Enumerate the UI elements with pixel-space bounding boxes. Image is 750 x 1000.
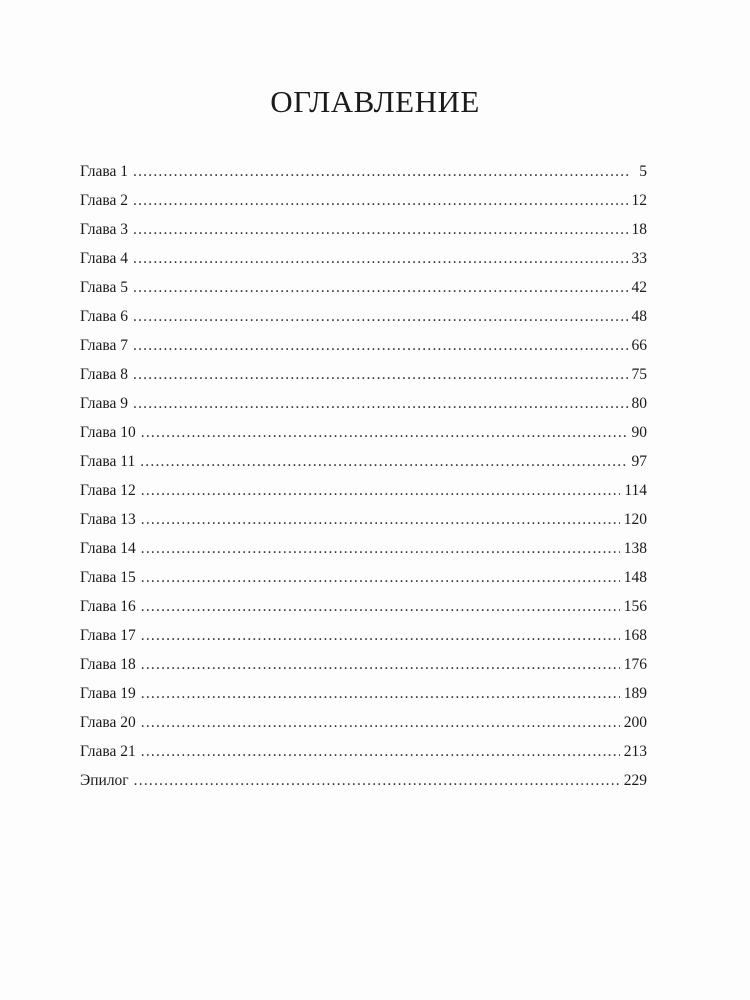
toc-entry-page-number: 138 xyxy=(623,540,647,557)
toc-dot-leader xyxy=(133,308,627,326)
toc-dot-leader xyxy=(134,772,620,790)
toc-dot-leader xyxy=(141,540,620,558)
toc-dot-leader xyxy=(141,743,620,761)
toc-dot-leader xyxy=(133,395,627,413)
toc-entry xyxy=(80,279,647,308)
toc-entry-label: Эпилог xyxy=(80,772,129,789)
toc-entry xyxy=(80,656,647,685)
toc-entry-page-number: 18 xyxy=(631,221,647,238)
toc-entry xyxy=(80,221,647,250)
toc-dot-leader xyxy=(133,366,627,384)
toc-entry-label: Глава 16 xyxy=(80,598,136,615)
toc-entry-page-number: 200 xyxy=(623,714,647,731)
toc-entry-page-number: 156 xyxy=(623,598,647,615)
toc-entry xyxy=(80,366,647,395)
toc-entry-label: Глава 15 xyxy=(80,569,136,586)
toc-entry xyxy=(80,308,647,337)
toc-entry-label: Глава 19 xyxy=(80,685,136,702)
toc-entry-page-number: 80 xyxy=(631,395,647,412)
toc-entry-label: Глава 18 xyxy=(80,656,136,673)
toc-dot-leader xyxy=(133,250,627,268)
toc-entry xyxy=(80,511,647,540)
toc-entry-page-number: 229 xyxy=(623,772,647,789)
toc-dot-leader xyxy=(141,598,620,616)
toc-entry-page-number: 148 xyxy=(623,569,647,586)
toc-dot-leader xyxy=(133,279,627,297)
toc-dot-leader xyxy=(141,627,620,645)
toc-dot-leader xyxy=(141,511,620,529)
toc-dot-leader xyxy=(141,685,620,703)
toc-dot-leader xyxy=(133,192,627,210)
toc-entry xyxy=(80,337,647,366)
toc-entry-page-number: 189 xyxy=(623,685,647,702)
toc-entry xyxy=(80,163,647,192)
toc-entry-label: Глава 9 xyxy=(80,395,129,412)
toc-entry xyxy=(80,395,647,424)
toc-entry xyxy=(80,453,647,482)
toc-entry-label: Глава 17 xyxy=(80,627,136,644)
toc-entry xyxy=(80,685,647,714)
toc-entry-page-number: 97 xyxy=(631,453,647,470)
toc-entry-page-number: 168 xyxy=(623,627,647,644)
toc-entry-label: Глава 5 xyxy=(80,279,129,296)
toc-entry-label: Глава 1 xyxy=(80,163,129,180)
toc-dot-leader xyxy=(141,656,620,674)
toc-entry-page-number: 75 xyxy=(631,366,647,383)
toc-entry-page-number: 90 xyxy=(631,424,647,441)
toc-entry xyxy=(80,424,647,453)
toc-dot-leader xyxy=(133,221,627,239)
toc-entry-page-number: 176 xyxy=(623,656,647,673)
toc-entry xyxy=(80,772,647,801)
toc-entry-label: Глава 6 xyxy=(80,308,129,325)
toc-entry xyxy=(80,569,647,598)
toc-entry-page-number: 48 xyxy=(631,308,647,325)
toc-entry xyxy=(80,540,647,569)
toc-entry-page-number: 66 xyxy=(631,337,647,354)
toc-entry-label: Глава 13 xyxy=(80,511,136,528)
toc-dot-leader xyxy=(140,453,627,471)
toc-entry-page-number: 12 xyxy=(631,192,647,209)
toc-dot-leader xyxy=(141,424,628,442)
toc-entry-label: Глава 10 xyxy=(80,424,136,441)
toc-list xyxy=(80,163,647,801)
toc-dot-leader xyxy=(141,714,620,732)
toc-entry-label: Глава 4 xyxy=(80,250,129,267)
toc-entry xyxy=(80,250,647,279)
toc-dot-leader xyxy=(133,163,629,181)
toc-entry-page-number: 120 xyxy=(623,511,647,528)
toc-entry xyxy=(80,192,647,221)
toc-dot-leader xyxy=(141,569,620,587)
toc-entry-label: Глава 14 xyxy=(80,540,136,557)
toc-entry-page-number: 42 xyxy=(631,279,647,296)
toc-entry-page-number: 213 xyxy=(623,743,647,760)
toc-entry xyxy=(80,714,647,743)
toc-dot-leader xyxy=(141,482,621,500)
toc-entry-label: Глава 11 xyxy=(80,453,136,470)
toc-entry xyxy=(80,743,647,772)
toc-entry-label: Глава 3 xyxy=(80,221,129,238)
toc-entry-page-number: 5 xyxy=(639,163,647,180)
toc-dot-leader xyxy=(133,337,627,355)
toc-entry-label: Глава 8 xyxy=(80,366,129,383)
toc-entry xyxy=(80,598,647,627)
toc-entry xyxy=(80,627,647,656)
toc-entry-label: Глава 20 xyxy=(80,714,136,731)
toc-entry-label: Глава 21 xyxy=(80,743,136,760)
toc-entry-label: Глава 12 xyxy=(80,482,136,499)
toc-entry-page-number: 33 xyxy=(631,250,647,267)
toc-title: ОГЛАВЛЕНИЕ xyxy=(270,84,480,119)
toc-entry xyxy=(80,482,647,511)
toc-entry-label: Глава 7 xyxy=(80,337,129,354)
toc-entry-page-number: 114 xyxy=(624,482,647,499)
toc-entry-label: Глава 2 xyxy=(80,192,129,209)
